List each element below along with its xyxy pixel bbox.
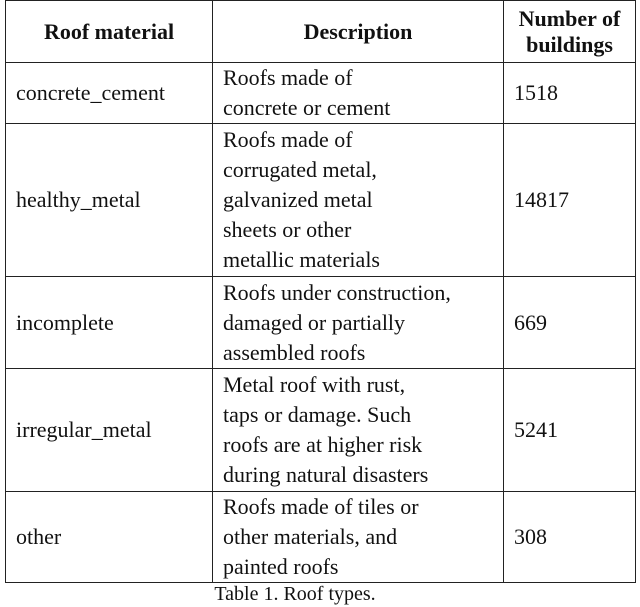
header-row <box>6 1 636 63</box>
count-cell: 308 <box>504 492 636 583</box>
description-cell: Metal roof with rust, taps or damage. Such roofs are at higher risk during natural disasters <box>213 369 504 492</box>
header-description: Description <box>213 1 504 63</box>
material-cell: concrete_cement <box>6 63 213 124</box>
material-cell: irregular_metal <box>6 369 213 492</box>
count-cell: 1518 <box>504 63 636 124</box>
description-cell: Roofs made of concrete or cement <box>213 63 504 124</box>
header-number-of-buildings: Number of buildings <box>504 1 636 63</box>
description-cell: Roofs under construction, damaged or partially assembled roofs <box>213 277 504 369</box>
material-cell: healthy_metal <box>6 124 213 277</box>
table-row <box>6 124 636 277</box>
count-cell: 669 <box>504 277 636 369</box>
count-cell: 14817 <box>504 124 636 277</box>
roof-types-table <box>5 0 636 583</box>
table-row <box>6 277 636 369</box>
description-cell: Roofs made of corrugated metal, galvanized metal sheets or other metallic materials <box>213 124 504 277</box>
header-roof-material: Roof material <box>6 1 213 63</box>
table-row <box>6 492 636 583</box>
description-cell: Roofs made of tiles or other materials, and painted roofs <box>213 492 504 583</box>
material-cell: other <box>6 492 213 583</box>
material-cell: incomplete <box>6 277 213 369</box>
table-row <box>6 63 636 124</box>
count-cell: 5241 <box>504 369 636 492</box>
table-caption: Table 1. Roof types. <box>214 583 376 605</box>
table-row <box>6 369 636 492</box>
